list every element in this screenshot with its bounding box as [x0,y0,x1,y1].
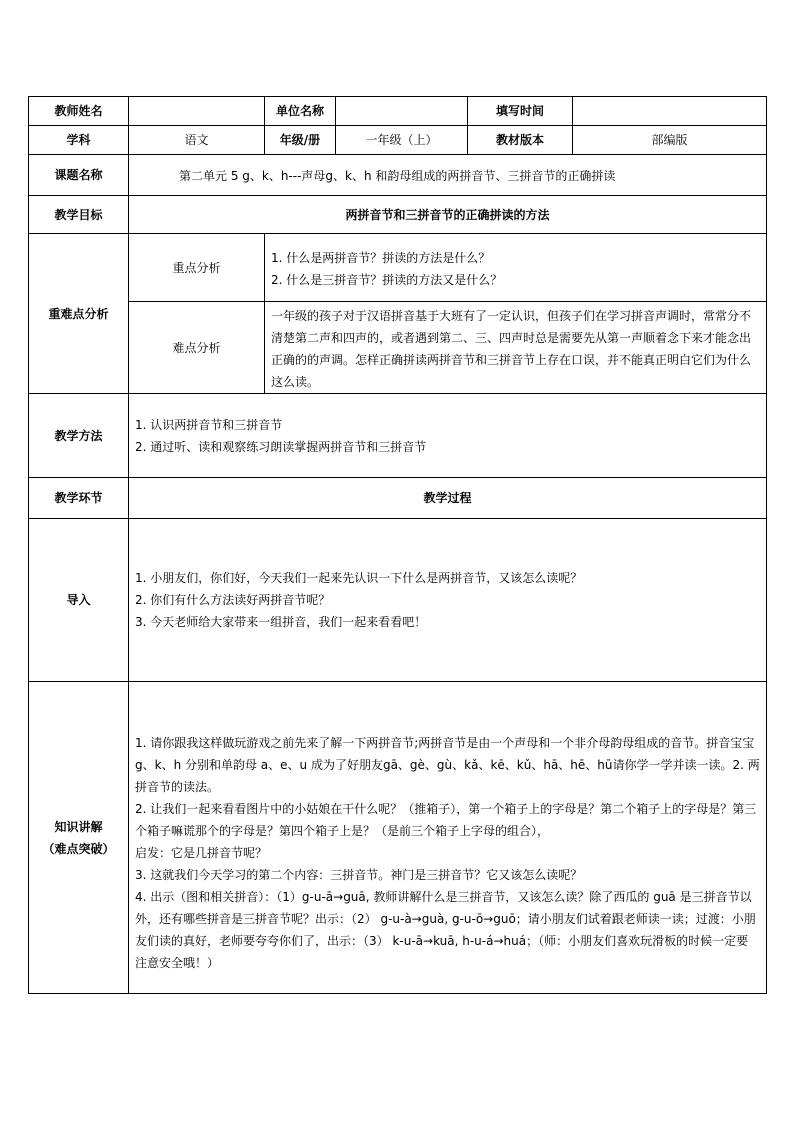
row-intro [29,519,767,682]
teacher-name-label: 教师姓名 [29,97,129,126]
knowledge-paragraph: 1. 请你跟我这样做玩游戏之前先来了解一下两拼音节;两拼音节是由一个声母和一个非介母韵母组成的音节。拼音宝宝g、k、h 分别和单韵母 a、e、u 成为了好朋友gā、gè、gù、kǎ、kē、kǔ、hā、hē、hū请你学一学并读一读。2. 两拼音节的读法。 [135,736,760,794]
difficulty-label: 重难点分析 [29,234,129,394]
row-method [29,394,767,478]
subject-value: 语文 [129,126,265,155]
hard-label: 难点分析 [129,302,265,394]
method-line: 1. 认识两拼音节和三拼音节 [135,418,283,432]
method-label: 教学方法 [29,394,129,478]
knowledge-paragraph: 3. 这就我们今天学习的第二个内容：三拼音节。神门是三拼音节？它又该怎么读呢？ [135,868,583,882]
row-topic [29,155,767,196]
process-label: 教学过程 [129,478,767,519]
row-knowledge [29,682,767,994]
grade-label: 年级/册 [265,126,336,155]
knowledge-paragraph: 4. 出示（图和相关拼音）：（1）g-u-ā→guā, 教师讲解什么是三拼音节，又该怎么读？除了西瓜的 guā 是三拼音节以外，还有哪些拼音是三拼音节呢？出示：（2） g-u-à→guà, g-u-ō→guō；请小朋友们试着跟老师读一读；过渡：小朋友们读的真好，老师要夸夸你们了，出示：（3） k-u-ā→kuā, h-u-á→huá；（师：小朋友们喜欢玩滑板的时候一定要注意安全哦！） [135,890,756,970]
intro-line: 2. 你们有什么方法读好两拼音节呢？ [135,593,331,607]
method-line: 2. 通过听、读和观察练习朗读掌握两拼音节和三拼音节 [135,440,427,454]
intro-content [129,519,767,682]
topic-value: 第二单元 5 g、k、h---声母g、k、h 和韵母组成的两拼音节、三拼音节的正确拼读 [129,155,767,196]
stage-label: 教学环节 [29,478,129,519]
key-line: 2. 什么是三拼音节？拼读的方法又是什么？ [271,272,503,287]
lesson-plan-table [28,96,767,994]
subject-label: 学科 [29,126,129,155]
edition-value: 部编版 [573,126,767,155]
grade-value: 一年级（上） [336,126,468,155]
intro-line: 1. 小朋友们，你们好，今天我们一起来先认识一下什么是两拼音节，又该怎么读呢？ [135,571,583,585]
fill-time-value [573,97,767,126]
row-key-points [29,234,767,302]
knowledge-paragraph: 2. 让我们一起来看看图片中的小姑娘在干什么呢？（推箱子），第一个箱子上的字母是？第二个箱子上的字母是？第三个箱子嘛谎那个的字母是？第四个箱子上是？（是前三个箱子上字母的组合）， [135,802,757,838]
unit-name-value [336,97,468,126]
key-label: 重点分析 [129,234,265,302]
row-hard-points [29,302,767,394]
unit-name-label: 单位名称 [265,97,336,126]
intro-line: 3. 今天老师给大家带来一组拼音，我们一起来看看吧！ [135,615,427,629]
goal-label: 教学目标 [29,196,129,234]
row-teacher [29,97,767,126]
knowledge-label-cell [29,682,129,994]
knowledge-content [129,682,767,994]
row-subject [29,126,767,155]
row-goal [29,196,767,234]
key-line: 1. 什么是两拼音节？拼读的方法是什么？ [271,250,491,265]
intro-label: 导入 [29,519,129,682]
row-stage-header [29,478,767,519]
edition-label: 教材版本 [468,126,573,155]
knowledge-paragraph: 启发：它是几拼音节呢？ [135,846,268,860]
fill-time-label: 填写时间 [468,97,573,126]
hard-content: 一年级的孩子对于汉语拼音基于大班有了一定认识，但孩子们在学习拼音声调时，常常分不清楚第二声和四声的，或者遇到第二、三、四声时总是需要先从第一声顺着念下来才能念出正确的的声调。怎样正确拼读两拼音节和三拼音节上存在口误，并不能真正明白它们为什么这么读。 [265,302,767,394]
knowledge-label: 知识讲解 [54,819,103,834]
method-content [129,394,767,478]
topic-label: 课题名称 [29,155,129,196]
knowledge-sub-label: （难点突破） [42,841,115,856]
teacher-name-value [129,97,265,126]
key-content [265,234,767,302]
goal-value: 两拼音节和三拼音节的正确拼读的方法 [129,196,767,234]
